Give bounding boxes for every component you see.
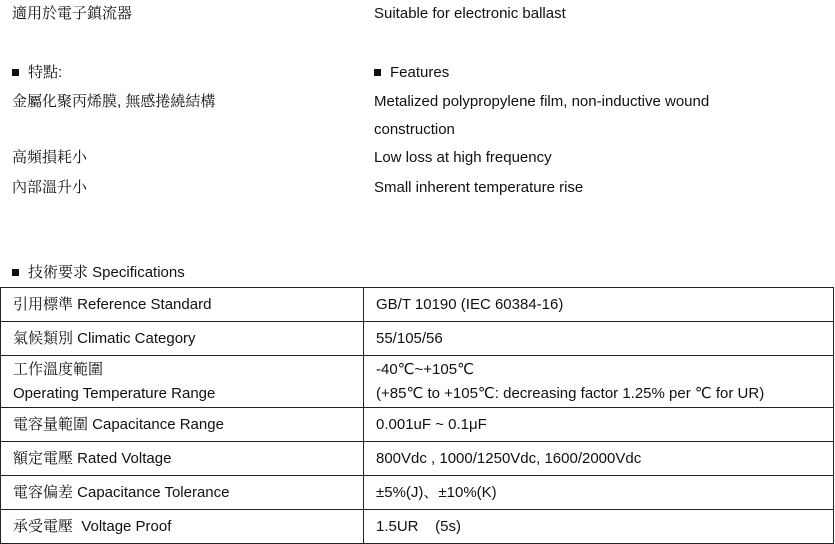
feature-item-en: Small inherent temperature rise (374, 179, 584, 196)
bullet-icon (374, 69, 381, 76)
features-heading-zh (12, 63, 62, 83)
table-row (1, 356, 834, 408)
specifications-table (0, 287, 834, 544)
bullet-icon (12, 69, 19, 76)
spec-label: 電容量範圍 Capacitance Range (1, 408, 364, 442)
table-row (1, 510, 834, 544)
spec-value: 800Vdc , 1000/1250Vdc, 1600/2000Vdc (364, 442, 834, 476)
table-row (1, 442, 834, 476)
spec-value: 1.5UR (5s) (364, 510, 834, 544)
specifications-heading-text: 技術要求 Specifications (28, 264, 185, 281)
spec-value: GB/T 10190 (IEC 60384-16) (364, 288, 834, 322)
application-zh: 適用於電子鎮流器 (12, 5, 133, 22)
table-row (1, 408, 834, 442)
spec-label: 承受電壓 Voltage Proof (1, 510, 364, 544)
spec-value (364, 356, 834, 408)
spec-label: 電容偏差 Capacitance Tolerance (1, 476, 364, 510)
feature-item-en: Metalized polypropylene film, non-inductive wound (374, 93, 710, 110)
features-heading-zh-text: 特點: (28, 64, 63, 81)
specifications-heading (12, 263, 185, 283)
spec-value-line: -40℃~+105℃ (376, 360, 474, 378)
spec-label: 額定電壓 Rated Voltage (1, 442, 364, 476)
spec-label (1, 356, 364, 408)
feature-item-zh: 高頻損耗小 (12, 149, 88, 166)
bullet-icon (12, 269, 19, 276)
table-row (1, 322, 834, 356)
features-heading-en (374, 63, 449, 83)
spec-label-line: Operating Temperature Range (13, 384, 216, 402)
table-row (1, 288, 834, 322)
spec-label: 引用標準 Reference Standard (1, 288, 364, 322)
feature-item-zh: 金屬化聚丙烯膜, 無感捲繞結構 (12, 93, 216, 110)
spec-label-line: 工作溫度範圍 (13, 360, 104, 378)
spec-value: 55/105/56 (364, 322, 834, 356)
spec-value: ±5%(J)、±10%(K) (364, 476, 834, 510)
feature-item-en-continued: construction (374, 121, 455, 138)
spec-value-line: (+85℃ to +105℃: decreasing factor 1.25% per ℃ for UR) (376, 384, 765, 402)
feature-item-zh: 內部溫升小 (12, 179, 88, 196)
spec-label: 氣候類別 Climatic Category (1, 322, 364, 356)
spec-value: 0.001uF ~ 0.1μF (364, 408, 834, 442)
application-en: Suitable for electronic ballast (374, 5, 566, 22)
feature-item-en: Low loss at high frequency (374, 149, 552, 166)
features-heading-en-text: Features (390, 64, 450, 81)
table-row (1, 476, 834, 510)
